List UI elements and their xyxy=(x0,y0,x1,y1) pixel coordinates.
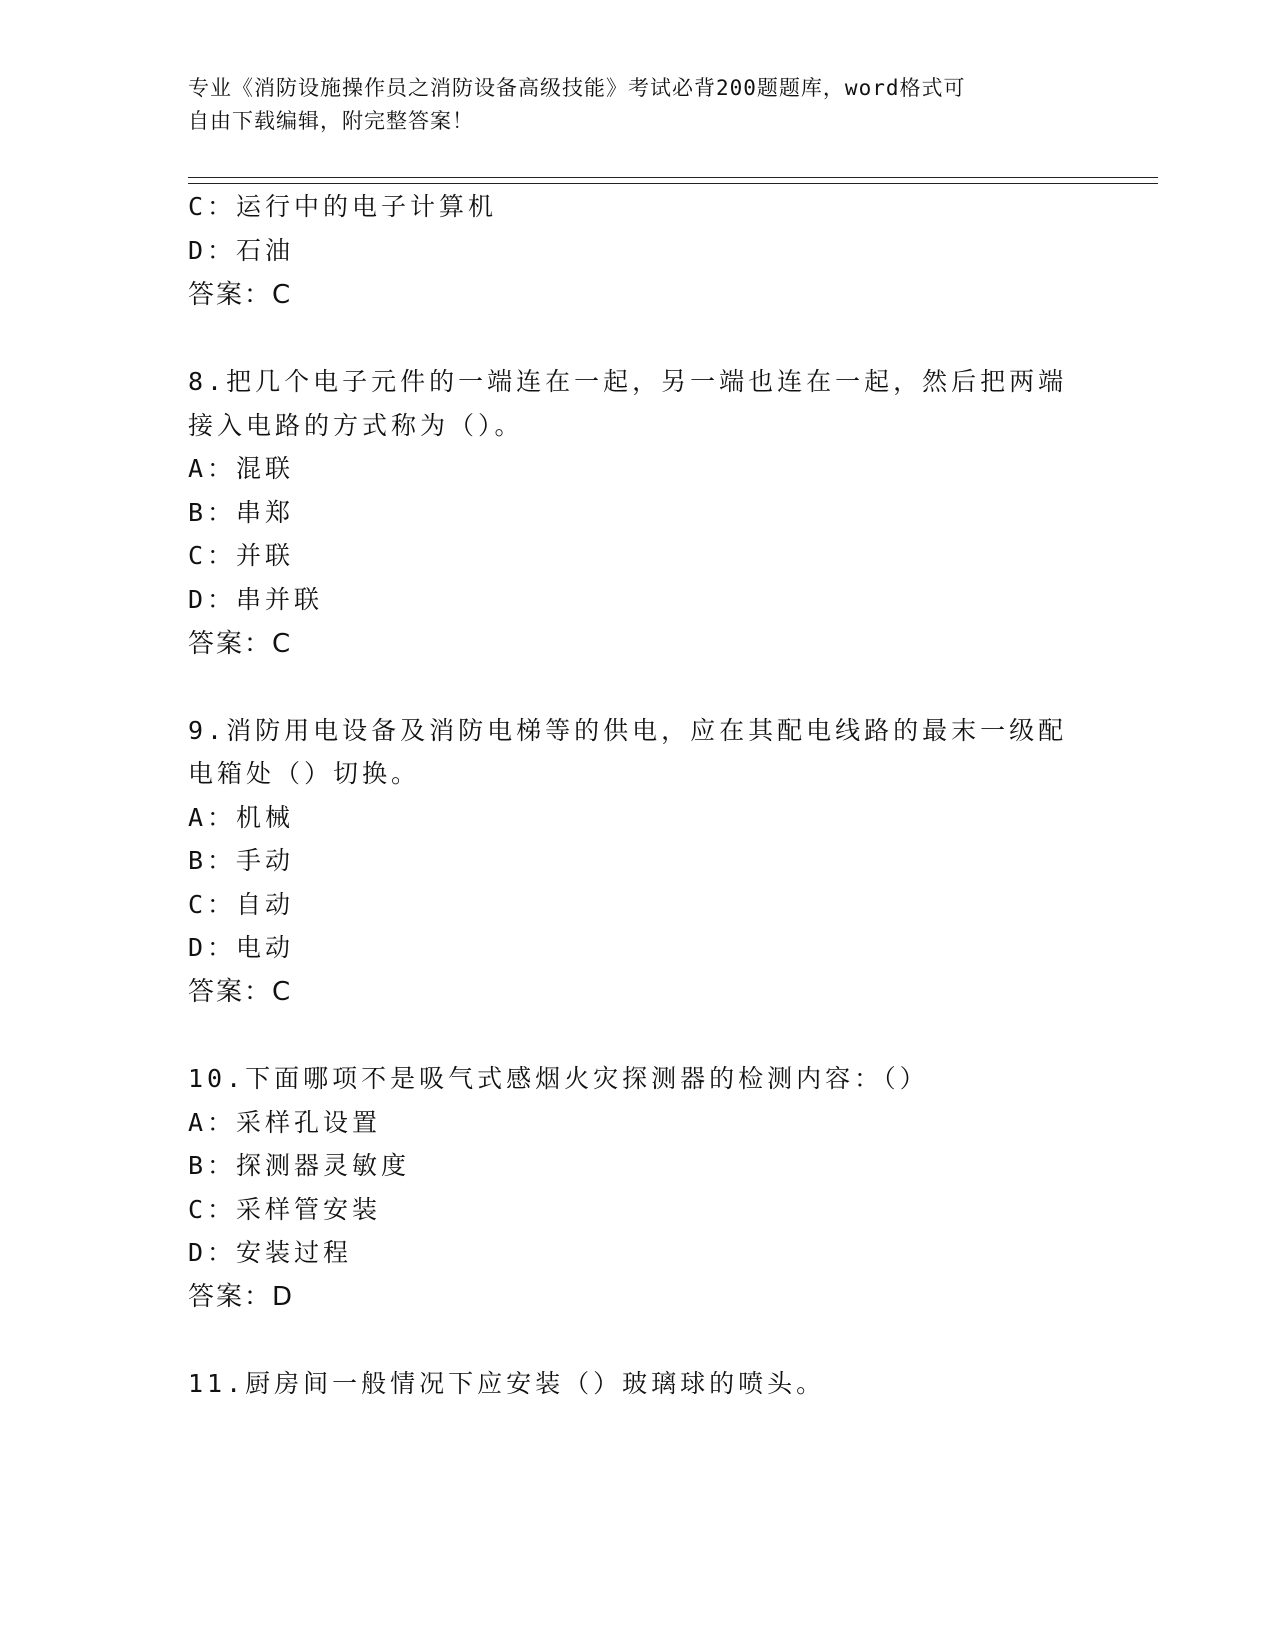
header-line-2: 自由下载编辑，附完整答案！ xyxy=(188,109,474,133)
header-line-1: 专业《消防设施操作员之消防设备高级技能》考试必背200题题库，word格式可 xyxy=(188,76,966,100)
document-header xyxy=(188,72,1068,138)
q10-option-b: B：探测器灵敏度 xyxy=(188,1151,411,1180)
q8-stem-line-2: 接入电路的方式称为（）。 xyxy=(188,411,524,440)
q9-stem-line-1: 9.消防用电设备及消防电梯等的供电，应在其配电线路的最末一级配 xyxy=(188,716,1068,745)
q10-option-d: D：安装过程 xyxy=(188,1238,353,1267)
q7-option-c: C：运行中的电子计算机 xyxy=(188,192,498,221)
q9-option-a: A：机械 xyxy=(188,803,295,832)
q11-stem-line-1: 11.厨房间一般情况下应安装（）玻璃球的喷头。 xyxy=(188,1369,826,1398)
q8-answer: 答案：C xyxy=(188,629,293,659)
q9-stem-line-2: 电箱处（）切换。 xyxy=(188,759,421,788)
q7-answer: 答案：C xyxy=(188,280,293,310)
header-rule-top xyxy=(188,177,1158,178)
q8-option-d: D：串并联 xyxy=(188,585,324,614)
q10-answer: 答案：D xyxy=(188,1282,295,1312)
q10-option-a: A：采样孔设置 xyxy=(188,1108,382,1137)
q10-stem-line-1: 10.下面哪项不是吸气式感烟火灾探测器的检测内容：（） xyxy=(188,1064,929,1093)
header-rule-bottom xyxy=(188,183,1158,184)
q9-option-d: D：电动 xyxy=(188,933,295,962)
q9-answer: 答案：C xyxy=(188,977,293,1007)
q8-option-b: B：串郑 xyxy=(188,498,295,527)
q8-option-c: C：并联 xyxy=(188,541,295,570)
q9-option-c: C：自动 xyxy=(188,890,295,919)
q10-option-c: C：采样管安装 xyxy=(188,1195,382,1224)
q9-option-b: B：手动 xyxy=(188,846,295,875)
q8-stem-line-1: 8.把几个电子元件的一端连在一起，另一端也连在一起，然后把两端 xyxy=(188,367,1068,396)
q7-option-d: D：石油 xyxy=(188,236,295,265)
q8-option-a: A：混联 xyxy=(188,454,295,483)
